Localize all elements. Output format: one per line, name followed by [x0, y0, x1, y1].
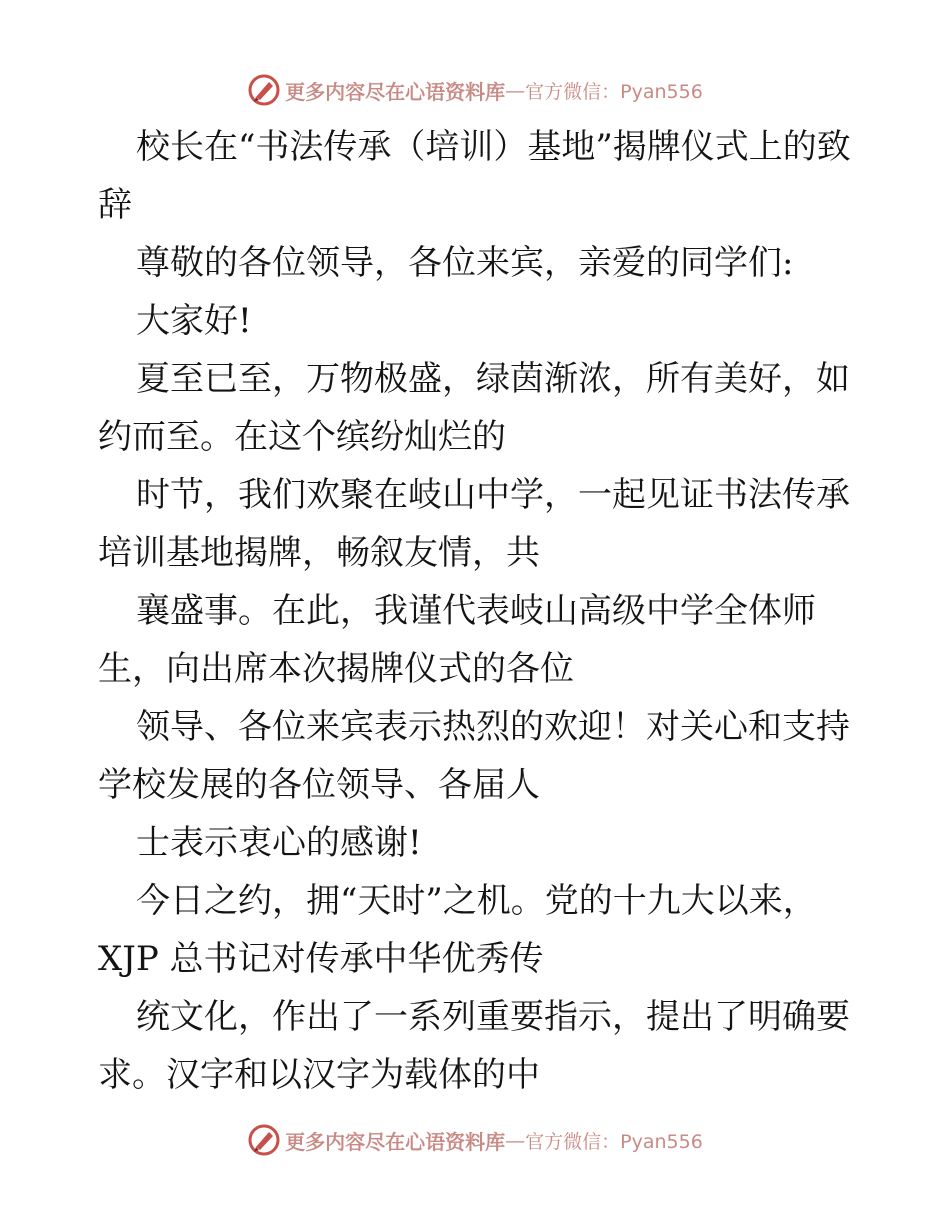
document-body	[98, 118, 858, 1104]
paragraph: 领导、各位来宾表示热烈的欢迎！对关心和支持学校发展的各位领导、各届人	[98, 707, 850, 805]
paragraph: 尊敬的各位领导，各位来宾，亲爱的同学们:	[136, 243, 794, 283]
paragraph: 统文化，作出了一系列重要指示，提出了明确要求。汉字和以汉字为载体的中	[98, 997, 850, 1095]
paragraph: 今日之约，拥“天时”之机。党的十九大以来，XJP 总书记对传承中华优秀传	[98, 881, 817, 979]
paragraph: 校长在“书法传承（培训）基地”揭牌仪式上的致辞	[98, 127, 851, 225]
watermark-wechat-text: 官方微信：Pyan556	[525, 80, 703, 103]
footer-watermark	[0, 1120, 950, 1160]
paragraph: 夏至已至，万物极盛，绿茵渐浓，所有美好，如约而至。在这个缤纷灿烂的	[98, 359, 850, 457]
watermark-dash: —	[505, 1128, 526, 1152]
watermark-main-text: 更多内容尽在心语资料库	[285, 1129, 506, 1154]
paragraph: 襄盛事。在此，我谨代表岐山高级中学全体师生，向出席本次揭牌仪式的各位	[98, 591, 816, 689]
watermark-main-text: 更多内容尽在心语资料库	[285, 79, 506, 104]
pen-logo-icon	[247, 1123, 281, 1157]
pen-logo-icon	[247, 73, 281, 107]
watermark-wechat-text: 官方微信：Pyan556	[525, 1130, 703, 1153]
paragraph: 士表示衷心的感谢!	[136, 823, 422, 863]
watermark-dash: —	[505, 78, 526, 102]
header-watermark	[0, 70, 950, 110]
paragraph: 时节，我们欢聚在岐山中学，一起见证书法传承培训基地揭牌，畅叙友情，共	[98, 475, 850, 573]
paragraph: 大家好!	[136, 301, 252, 341]
